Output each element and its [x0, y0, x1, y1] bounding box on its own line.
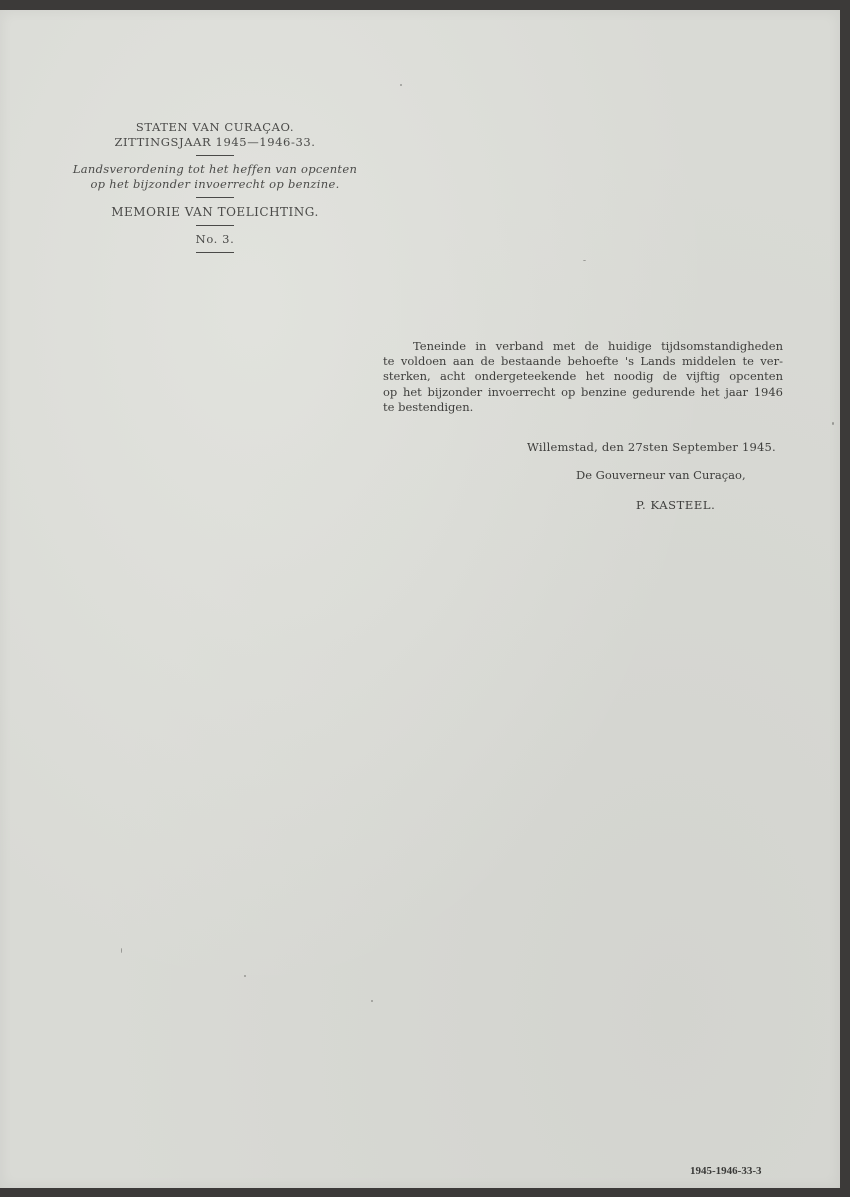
signatory-title: De Gouverneur van Curaçao,: [576, 468, 746, 482]
paper-speck: [400, 84, 402, 86]
paragraph-line: Teneinde in verband met de huidige tijdsomstandigheden: [413, 339, 783, 353]
paper-sheet: [0, 10, 840, 1188]
explanatory-paragraph: [383, 339, 783, 415]
paragraph-line: te voldoen aan de bestaande behoefte 's Lands middelen te ver-: [383, 354, 783, 369]
paper-speck: [832, 422, 834, 425]
header-rule-3: [196, 225, 234, 226]
place-and-date: Willemstad, den 27sten September 1945.: [527, 440, 776, 454]
document-reference: 1945-1946-33-3: [690, 1165, 762, 1177]
header-rule-4: [196, 252, 234, 253]
paragraph-line: op het bijzonder invoerrecht op benzine gedurende het jaar 1946: [383, 384, 783, 399]
session-year-line: ZITTINGSJAAR 1945—1946-33.: [114, 135, 316, 149]
paper-speck: [121, 948, 122, 953]
paper-speck: [244, 975, 246, 977]
paragraph-line: sterken, acht ondergeteekende het noodig de vijftig opcenten: [383, 369, 783, 384]
signatory-name: P. KASTEEL.: [636, 498, 716, 512]
paragraph-line: te bestendigen.: [383, 399, 474, 414]
section-title: MEMORIE VAN TOELICHTING.: [111, 205, 319, 219]
paper-speck: [583, 260, 586, 261]
document-number: No. 3.: [195, 232, 235, 246]
ordinance-title-line-1: Landsverordening tot het heffen van opcenten: [72, 162, 358, 176]
institution-line: STATEN VAN CURAÇAO.: [135, 120, 295, 134]
ordinance-title-line-2: op het bijzonder invoerrecht op benzine.: [90, 177, 340, 191]
header-rule-2: [196, 197, 234, 198]
document-header: [70, 120, 360, 259]
paragraph-text: [383, 339, 783, 415]
paper-speck: [371, 1000, 373, 1002]
header-rule-1: [196, 155, 234, 156]
